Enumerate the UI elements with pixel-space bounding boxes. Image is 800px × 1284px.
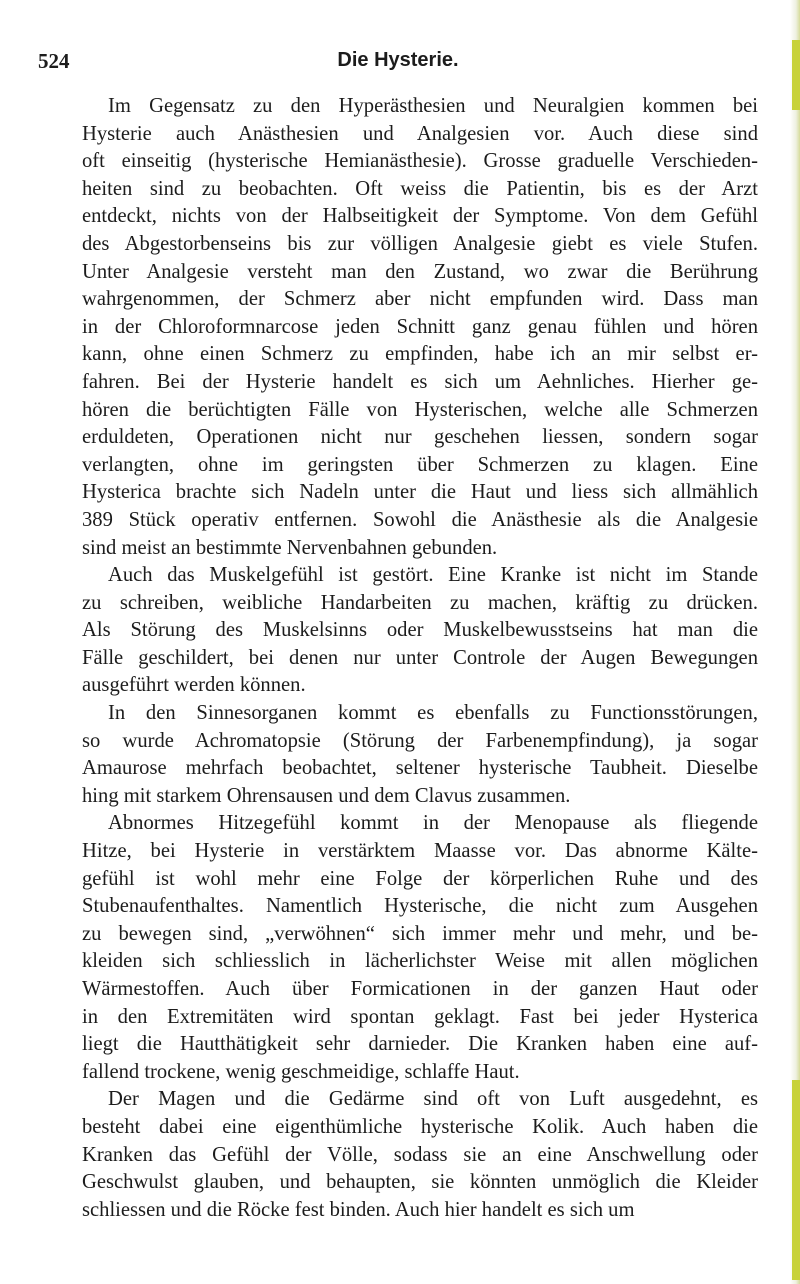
text-line: sind meist an bestimmte Nervenbahnen gebunden. (82, 536, 498, 559)
text-line: des Abgestorbenseins bis zur völligen Analgesie giebt es viele Stufen. (82, 232, 758, 255)
text-line: Der Magen und die Gedärme sind oft von Luft ausgedehnt, es (108, 1088, 758, 1111)
text-line: erduldeten, Operationen nicht nur geschehen liessen, sondern sogar (82, 426, 758, 449)
text-line: in der Chloroformnarcose jeden Schnitt ganz genau fühlen und hören (82, 315, 758, 338)
paragraph (82, 93, 758, 562)
text-line: so wurde Achromatopsie (Störung der Farbenempfindung), ja sogar (82, 729, 758, 752)
text-line: Abnormes Hitzegefühl kommt in der Menopause als fliegende (108, 812, 758, 835)
text-line: Hitze, bei Hysterie in verstärktem Maasse vor. Das abnorme Kälte- (82, 840, 758, 863)
text-line: wahrgenommen, der Schmerz aber nicht empfunden wird. Dass man (82, 288, 758, 311)
text-line: entdeckt, nichts von der Halbseitigkeit der Symptome. Von dem Gefühl (82, 205, 758, 228)
text-line: besteht dabei eine eigenthümliche hysterische Kolik. Auch haben die (82, 1115, 758, 1138)
page-header (38, 49, 758, 79)
text-line: Als Störung des Muskelsinns oder Muskelbewusstseins hat man die (82, 619, 758, 642)
paragraph (82, 700, 758, 810)
text-line: fahren. Bei der Hysterie handelt es sich um Aehnliches. Hierher ge- (82, 370, 758, 393)
text-line: hören die berüchtigten Fälle von Hysterischen, welche alle Schmerzen (82, 398, 758, 421)
text-line: hing mit starkem Ohrensausen und dem Clavus zusammen. (82, 784, 571, 807)
text-line: Unter Analgesie versteht man den Zustand, wo zwar die Berührung (82, 260, 758, 283)
text-line: Amaurose mehrfach beobachtet, seltener hysterische Taubheit. Dieselbe (82, 757, 758, 780)
page-number: 524 (38, 49, 70, 73)
paragraph (82, 1086, 758, 1224)
text-line: kleiden sich schliesslich in lächerlichster Weise mit allen möglichen (82, 950, 758, 973)
text-line: ausgeführt werden können. (82, 674, 306, 697)
text-line: In den Sinnesorganen kommt es ebenfalls zu Functionsstörungen, (108, 702, 758, 725)
text-line: Hysterie auch Anästhesien und Analgesien vor. Auch diese sind (82, 122, 758, 145)
text-line: oft einseitig (hysterische Hemianästhesie). Grosse graduelle Verschieden- (82, 150, 758, 173)
text-line: Auch das Muskelgefühl ist gestört. Eine Kranke ist nicht im Stande (108, 564, 758, 587)
text-line: Stubenaufenthaltes. Namentlich Hysterische, die nicht zum Ausgehen (82, 895, 758, 918)
text-line: gefühl ist wohl mehr eine Folge der körperlichen Ruhe und des (82, 867, 758, 890)
paragraph (82, 562, 758, 700)
page-edge-mark (792, 1080, 800, 1280)
text-line: Wärmestoffen. Auch über Formicationen in der ganzen Haut oder (82, 978, 758, 1000)
text-line: zu bewegen sind, „verwöhnen“ sich immer mehr und mehr, und be- (82, 922, 758, 945)
text-line: 389 Stück operativ entfernen. Sowohl die Anästhesie als die Analgesie (82, 508, 758, 531)
page-edge-mark (792, 40, 800, 110)
text-line: kann, ohne einen Schmerz zu empfinden, habe ich an mir selbst er- (82, 343, 758, 366)
text-line: Geschwulst glauben, und behaupten, sie könnten unmöglich die Kleider (82, 1171, 758, 1194)
paragraph (82, 810, 758, 1086)
text-line: fallend trockene, wenig geschmeidige, schlaffe Haut. (82, 1060, 520, 1083)
text-line: zu schreiben, weibliche Handarbeiten zu machen, kräftig zu drücken. (82, 591, 758, 614)
running-title: Die Hysterie. (337, 49, 459, 71)
body-text (82, 93, 758, 1224)
text-line: Fälle geschildert, bei denen nur unter Controle der Augen Bewegungen (82, 646, 758, 669)
text-line: in den Extremitäten wird spontan geklagt. Fast bei jeder Hysterica (82, 1005, 758, 1028)
text-line: Hysterica brachte sich Nadeln unter die Haut und liess sich allmählich (82, 481, 758, 504)
text-line: verlangten, ohne im geringsten über Schmerzen zu klagen. Eine (82, 453, 758, 476)
text-line: Im Gegensatz zu den Hyperästhesien und Neuralgien kommen bei (108, 95, 758, 117)
text-line: heiten sind zu beobachten. Oft weiss die Patientin, bis es der Arzt (82, 177, 758, 200)
text-line: Kranken das Gefühl der Völle, sodass sie an eine Anschwellung oder (82, 1143, 758, 1166)
text-line: liegt die Hautthätigkeit sehr darnieder. Die Kranken haben eine auf- (82, 1033, 758, 1056)
text-line: schliessen und die Röcke fest binden. Auch hier handelt es sich um (82, 1198, 635, 1221)
